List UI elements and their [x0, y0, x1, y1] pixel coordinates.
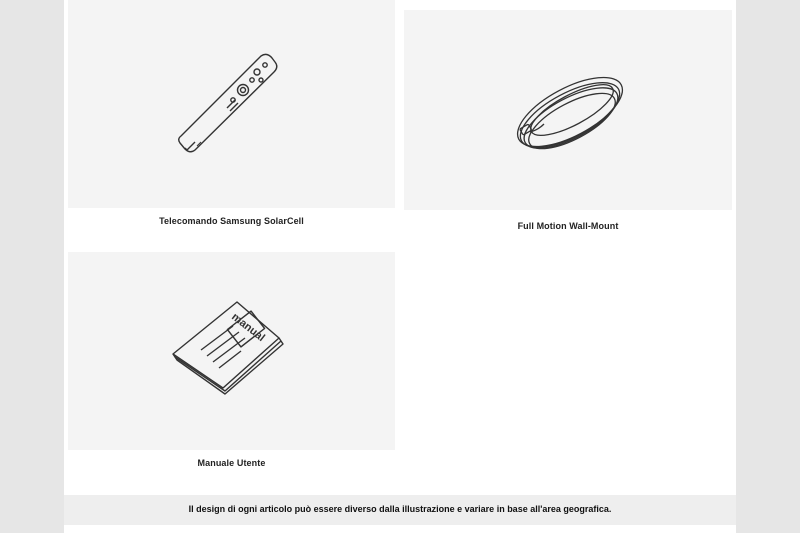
remote-control-icon: [175, 50, 285, 160]
disclaimer-text: Il design di ogni articolo può essere diverso dalla illustrazione e variare in base all'area geografica.: [188, 504, 612, 514]
item-label-manual: Manuale Utente: [197, 458, 266, 468]
manual-cover-text: manual: [229, 310, 267, 345]
manual-book-icon: [165, 292, 295, 402]
item-label-remote: Telecomando Samsung SolarCell: [159, 216, 304, 226]
right-margin-bar: [736, 0, 800, 533]
left-margin-bar: [0, 0, 64, 533]
cable-coil-icon: [508, 60, 638, 170]
item-label-wall-mount: Full Motion Wall-Mount: [517, 221, 619, 231]
